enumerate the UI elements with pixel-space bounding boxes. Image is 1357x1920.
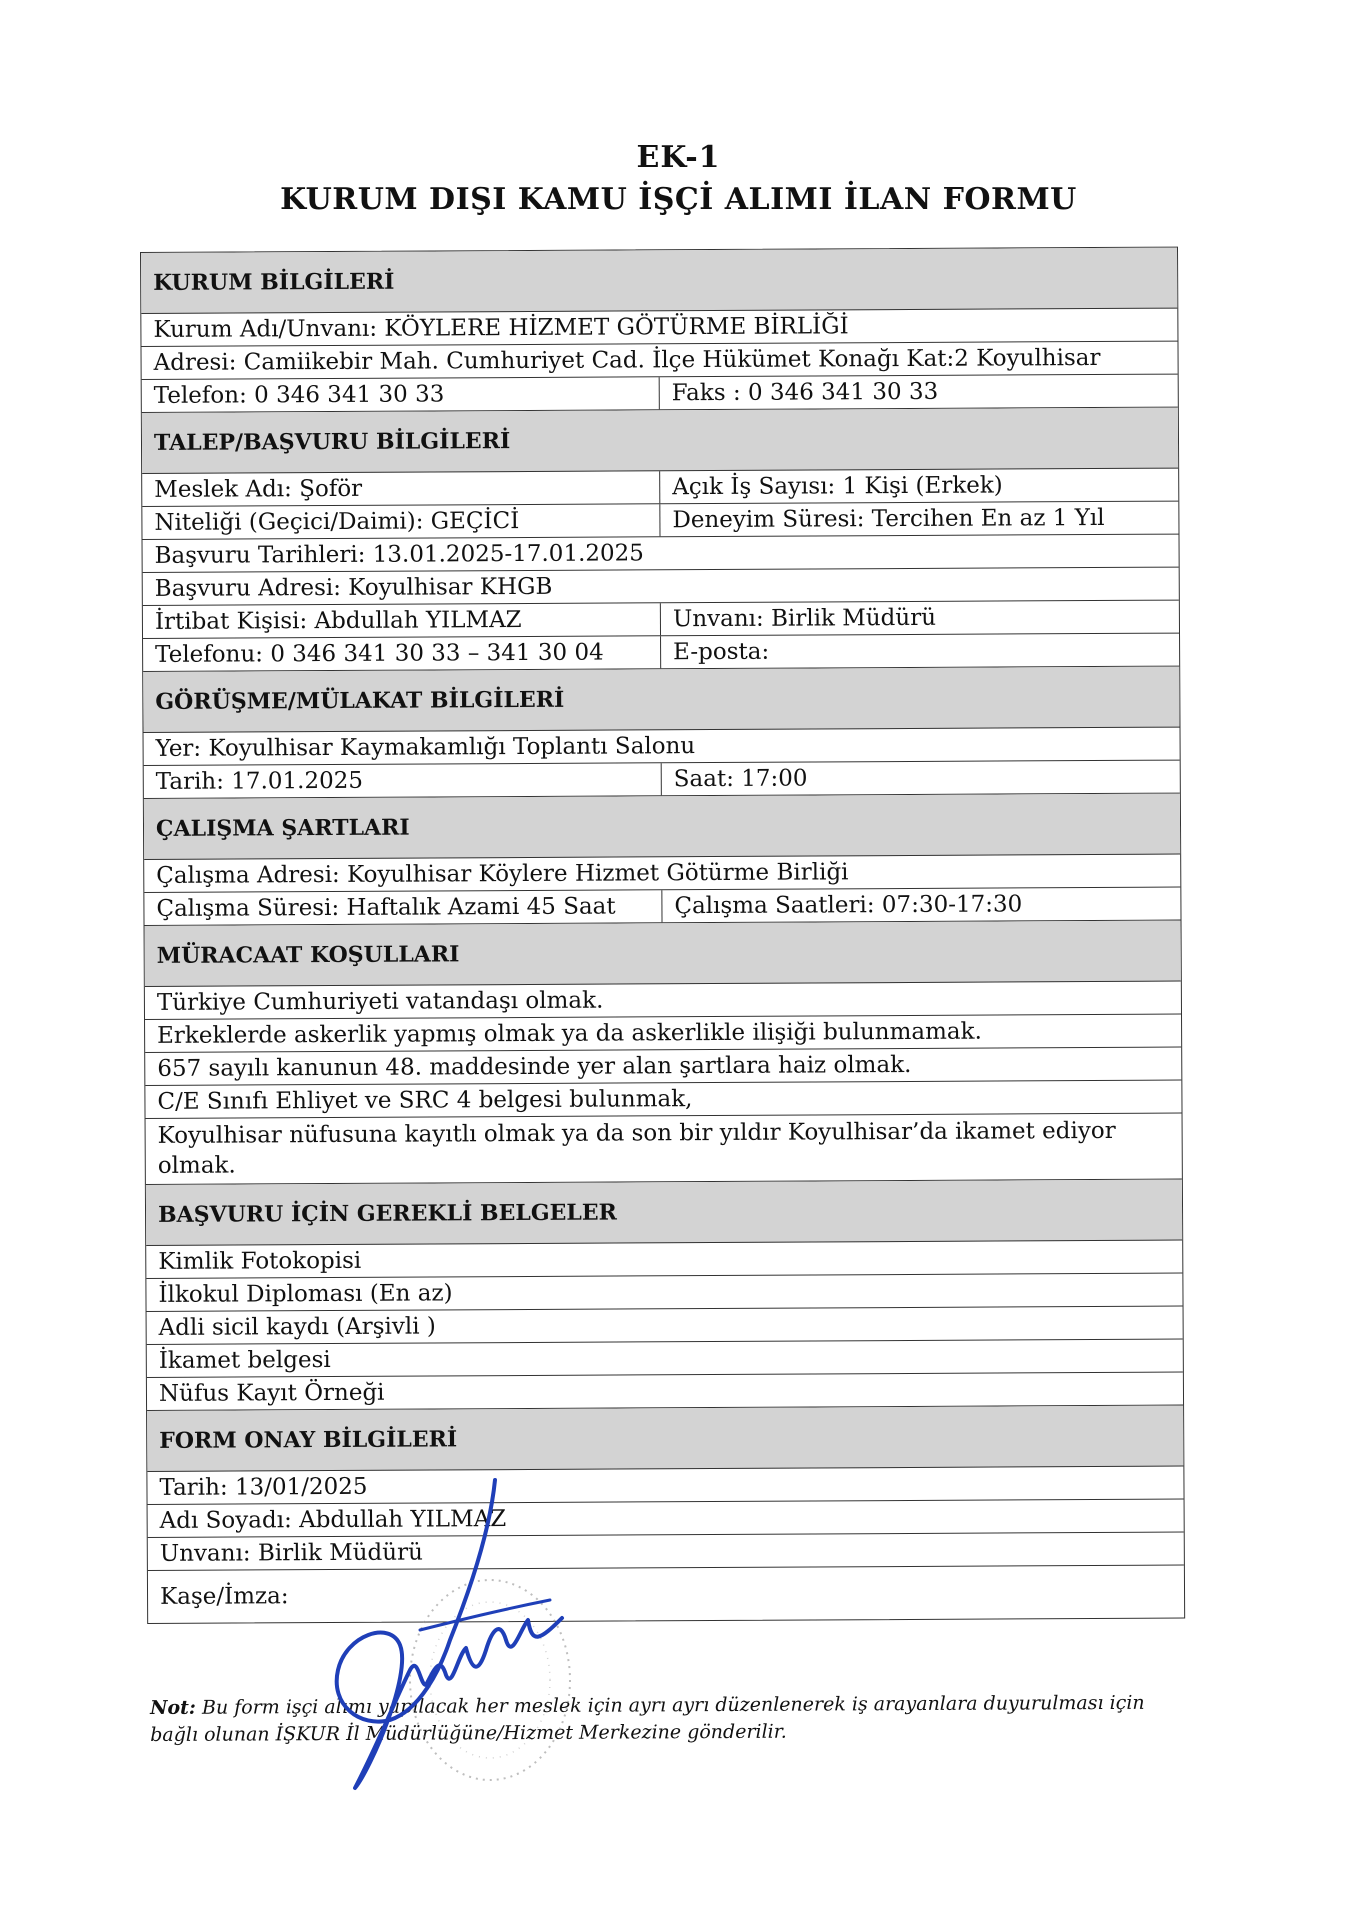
calisma-adres-row [144, 855, 1180, 893]
section-muracaat-header: MÜRACAAT KOŞULLARI [145, 921, 1181, 987]
section-kurum-header: KURUM BİLGİLERİ [141, 248, 1177, 314]
talep-irtibat-row [143, 601, 1179, 639]
talep-tarihler-row [143, 535, 1179, 573]
kurum-telefon-row [142, 375, 1178, 413]
belge-item: Adli sicil kaydı (Arşivli ) [158, 1313, 436, 1341]
section-talep-header: TALEP/BAŞVURU BİLGİLERİ [142, 408, 1178, 474]
belge-item-row [147, 1373, 1183, 1411]
kurum-adres: Adresi: Camiikebir Mah. Cumhuriyet Cad. İlçe Hükümet Konağı Kat:2 Koyulhisar [153, 344, 1101, 376]
section-onay-header: FORM ONAY BİLGİLERİ [147, 1406, 1183, 1472]
muracaat-item-row [145, 1015, 1181, 1053]
section-belgeler-header: BAŞVURU İÇİN GEREKLİ BELGELER [146, 1180, 1182, 1246]
talep-meslek: Meslek Adı: Şoför [142, 471, 660, 506]
section-calisma-header: ÇALIŞMA ŞARTLARI [144, 794, 1180, 860]
kurum-ad: Kurum Adı/Unvanı: KÖYLERE HİZMET GÖTÜRME BİRLİĞİ [153, 313, 849, 343]
page-header [0, 138, 1357, 222]
muracaat-item: 657 sayılı kanunun 48. maddesinde yer alan şartlara haiz olmak. [157, 1051, 912, 1082]
belge-item: Kimlik Fotokopisi [158, 1247, 362, 1275]
belge-item-row [147, 1307, 1183, 1345]
announcement-form [140, 247, 1185, 1624]
talep-meslek-row [142, 469, 1178, 507]
talep-telefon-row [143, 634, 1179, 672]
talep-eposta: E-posta: [673, 638, 770, 666]
belge-item: İlkokul Diploması (En az) [158, 1280, 453, 1308]
gorusme-tarih-row [144, 761, 1180, 799]
calisma-sure-row [144, 888, 1180, 926]
talep-adres: Başvuru Adresi: Koyulhisar KHGB [154, 573, 553, 602]
calisma-adres: Çalışma Adresi: Koyulhisar Köylere Hizmet Götürme Birliği [156, 859, 849, 889]
talep-deneyim: Deneyim Süresi: Tercihen En az 1 Yıl [672, 504, 1105, 534]
talep-adres-row [143, 568, 1179, 606]
talep-acik-is: Açık İş Sayısı: 1 Kişi (Erkek) [672, 472, 1003, 501]
note-text: Bu form işçi alımı yapılacak her meslek için ayrı ayrı düzenlenerek iş arayanlara duyurulması için bağlı olunan İŞKUR İl Müdürlüğüne/Hizmet Merkezine gönderilir. [150, 1691, 1145, 1746]
gorusme-tarih: Tarih: 17.01.2025 [144, 763, 662, 798]
annex-label: EK-1 [636, 140, 721, 175]
calisma-saatler: Çalışma Saatleri: 07:30-17:30 [674, 891, 1023, 920]
onay-tarih: Tarih: 13/01/2025 [159, 1473, 368, 1501]
talep-irtibat: İrtibat Kişisi: Abdullah YILMAZ [143, 603, 661, 638]
note-label: Not: [150, 1696, 196, 1719]
gorusme-yer: Yer: Koyulhisar Kaymakamlığı Toplantı Salonu [155, 733, 696, 762]
muracaat-item: Koyulhisar nüfusuna kayıtlı olmak ya da son bir yıldır Koyulhisar’da ikamet ediyor olmak. [157, 1117, 1116, 1179]
muracaat-item: Türkiye Cumhuriyeti vatandaşı olmak. [156, 987, 604, 1016]
muracaat-item: C/E Sınıfı Ehliyet ve SRC 4 belgesi bulunmak, [157, 1086, 693, 1115]
belge-item-row [146, 1241, 1182, 1279]
onay-adsoyad: Adı Soyadı: Abdullah YILMAZ [159, 1506, 507, 1534]
calisma-sure: Çalışma Süresi: Haftalık Azami 45 Saat [144, 890, 662, 925]
kurum-faks: Faks : 0 346 341 30 33 [671, 378, 939, 407]
talep-telefon: Telefonu: 0 346 341 30 33 – 341 30 04 [143, 636, 661, 671]
talep-unvan: Unvanı: Birlik Müdürü [672, 604, 937, 633]
talep-tarihler: Başvuru Tarihleri: 13.01.2025-17.01.2025 [154, 540, 644, 569]
talep-nitelik-row [142, 502, 1178, 540]
belge-item-row [146, 1274, 1182, 1312]
talep-niteligi: Niteliği (Geçici/Daimi): GEÇİCİ [142, 504, 660, 539]
kurum-telefon: Telefon: 0 346 341 30 33 [142, 377, 660, 412]
gorusme-yer-row [144, 728, 1180, 766]
kurum-adres-row [141, 342, 1177, 380]
gorusme-saat: Saat: 17:00 [673, 765, 808, 793]
muracaat-item-row [146, 1114, 1182, 1185]
muracaat-item: Erkeklerde askerlik yapmış olmak ya da askerlikle ilişiği bulunmamak. [157, 1018, 982, 1049]
section-gorusme-header: GÖRÜŞME/MÜLAKAT BİLGİLERİ [143, 667, 1179, 733]
belge-item-row [147, 1340, 1183, 1378]
kurum-ad-row [141, 309, 1177, 347]
belge-item: İkamet belgesi [158, 1347, 331, 1374]
belge-item: Nüfus Kayıt Örneği [158, 1379, 385, 1407]
onay-kase: Kaşe/İmza: [159, 1583, 289, 1610]
muracaat-item-row [145, 982, 1181, 1020]
signature-icon [300, 1470, 600, 1800]
muracaat-item-row [145, 1048, 1181, 1086]
onay-unvan: Unvanı: Birlik Müdürü [159, 1539, 423, 1567]
form-title: KURUM DIŞI KAMU İŞÇİ ALIMI İLAN FORMU [280, 182, 1077, 217]
muracaat-item-row [145, 1081, 1181, 1119]
